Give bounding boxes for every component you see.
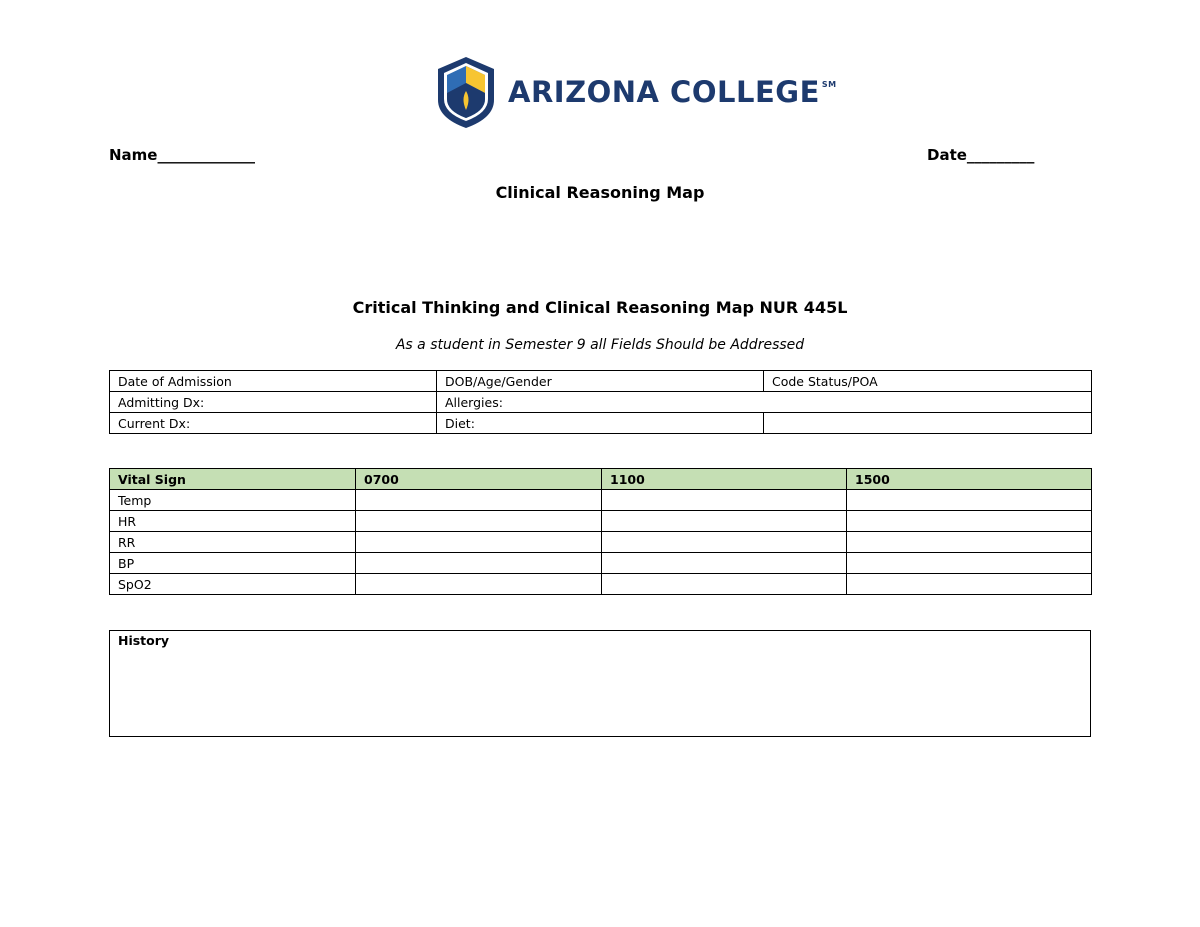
date-of-admission-cell[interactable]: Date of Admission — [110, 371, 437, 392]
map-subtitle: Critical Thinking and Clinical Reasoning Map NUR 445L — [352, 298, 848, 317]
bp-1500-cell[interactable] — [847, 553, 1092, 574]
vital-label-rr: RR — [110, 532, 356, 553]
bp-0700-cell[interactable] — [356, 553, 602, 574]
dob-age-gender-cell[interactable]: DOB/Age/Gender — [437, 371, 764, 392]
vital-label-spo2: SpO2 — [110, 574, 356, 595]
column-header-0700: 0700 — [356, 469, 602, 490]
spo2-1500-cell[interactable] — [847, 574, 1092, 595]
page-title: Clinical Reasoning Map — [495, 183, 705, 202]
college-logo — [436, 55, 837, 130]
hr-1100-cell[interactable] — [602, 511, 847, 532]
shield-icon — [436, 55, 496, 130]
college-name: ARIZONA COLLEGE ℠ — [508, 75, 837, 109]
temp-1500-cell[interactable] — [847, 490, 1092, 511]
current-dx-cell[interactable]: Current Dx: — [110, 413, 437, 434]
vital-label-temp: Temp — [110, 490, 356, 511]
temp-1100-cell[interactable] — [602, 490, 847, 511]
empty-cell[interactable] — [764, 413, 1092, 434]
table-row — [110, 631, 1091, 737]
table-row — [110, 511, 1092, 532]
bp-1100-cell[interactable] — [602, 553, 847, 574]
table-row — [110, 371, 1092, 392]
code-status-cell[interactable]: Code Status/POA — [764, 371, 1092, 392]
column-header-1100: 1100 — [602, 469, 847, 490]
spo2-1100-cell[interactable] — [602, 574, 847, 595]
rr-1100-cell[interactable] — [602, 532, 847, 553]
history-table — [109, 630, 1091, 737]
column-header-vital-sign: Vital Sign — [110, 469, 356, 490]
hr-0700-cell[interactable] — [356, 511, 602, 532]
table-row — [110, 553, 1092, 574]
table-header-row — [110, 469, 1092, 490]
admitting-dx-cell[interactable]: Admitting Dx: — [110, 392, 437, 413]
rr-0700-cell[interactable] — [356, 532, 602, 553]
name-field-label: Name_____________ — [109, 146, 255, 164]
allergies-cell[interactable]: Allergies: — [437, 392, 1092, 413]
history-field[interactable]: History — [110, 631, 1091, 737]
vital-label-bp: BP — [110, 553, 356, 574]
instruction-note: As a student in Semester 9 all Fields Should be Addressed — [395, 337, 805, 353]
service-mark: SM — [821, 80, 837, 89]
diet-cell[interactable]: Diet: — [437, 413, 764, 434]
table-row — [110, 574, 1092, 595]
vital-signs-table — [109, 468, 1092, 595]
table-row — [110, 392, 1092, 413]
column-header-1500: 1500 — [847, 469, 1092, 490]
admission-table — [109, 370, 1092, 434]
date-field-label: Date_________ — [927, 146, 1035, 164]
hr-1500-cell[interactable] — [847, 511, 1092, 532]
spo2-0700-cell[interactable] — [356, 574, 602, 595]
temp-0700-cell[interactable] — [356, 490, 602, 511]
rr-1500-cell[interactable] — [847, 532, 1092, 553]
table-row — [110, 413, 1092, 434]
table-row — [110, 532, 1092, 553]
vital-label-hr: HR — [110, 511, 356, 532]
table-row — [110, 490, 1092, 511]
